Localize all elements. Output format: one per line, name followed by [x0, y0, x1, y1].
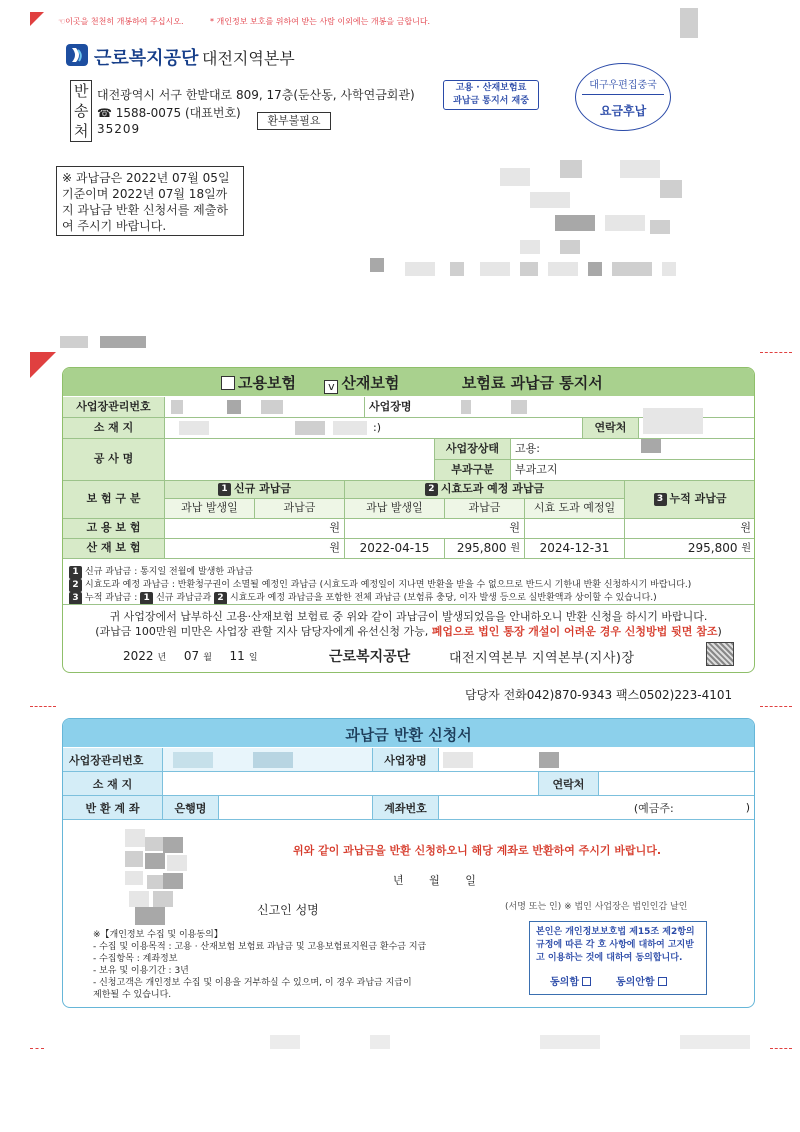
enclosed-notice-stamp: 고용 · 산재보험료 과납금 통지서 재중 — [443, 80, 539, 110]
tear-corner — [30, 352, 56, 378]
overpayment-notice-form — [62, 367, 755, 673]
issuer-org: 근로복지공단 — [329, 649, 411, 665]
refund-application-form — [62, 718, 755, 1008]
biz-name-field: 사업장명 — [365, 397, 755, 418]
privacy-heading: ※【개인정보 수집 및 이용동의】 — [93, 930, 223, 940]
fold-line — [770, 1048, 792, 1049]
footnote-cumulative: 3 누적 과납금 : 1 신규 과납금과 2 시효도과 예정 과납금을 포함한 전체 과납금 (보험류 충당, 이자 발생 등으로 실반환액과 상이할 수 있습니다.) — [69, 590, 657, 605]
table-cell: 원 — [625, 519, 755, 539]
agree-checkbox[interactable] — [582, 977, 591, 986]
refund-account-label: 반 환 계 좌 — [63, 796, 163, 820]
hand-pointer-icon: ☜ — [58, 17, 66, 26]
footnote-new: 1 신규 과납금 : 통지일 전월에 발생한 과납금 — [69, 564, 253, 579]
refund-request-message: 위와 같이 과납금을 반환 신청하오니 해당 계좌로 반환하여 주시기 바랍니다. — [293, 844, 662, 857]
agree-option[interactable]: 동의함 — [550, 977, 591, 988]
sender-branch-name: 대전지역본부 — [202, 49, 295, 68]
pending-date-value: 2022-04-15 — [345, 539, 445, 559]
refund-not-required-box: 환부불필요 — [257, 112, 331, 130]
application-date: 년 월 일 — [393, 874, 476, 887]
cumulative-overpayment-header: 3 누적 과납금 — [625, 481, 755, 519]
project-value — [165, 439, 435, 481]
fold-line — [760, 706, 792, 707]
industrial-checkbox[interactable]: v — [324, 380, 338, 394]
bank-field[interactable] — [219, 796, 373, 820]
notice-message: 귀 사업장에서 납부하신 고용·산재보험 보험료 중 위와 같이 과납금이 발생되었음을 안내하오니 반환 신청을 하시기 바랍니다. — [109, 610, 708, 623]
biz-no-field[interactable] — [163, 748, 373, 772]
notice-date: 2022 년 07 월 11 일 — [123, 649, 258, 663]
account-no-label: 계좌번호 — [373, 796, 439, 820]
disagree-option[interactable]: 동의안함 — [616, 977, 667, 988]
employment-checkbox[interactable] — [221, 376, 235, 390]
privacy-items: - 수집항목 : 계좌정보 — [93, 954, 178, 964]
levy-type-label: 부과구분 — [435, 460, 511, 481]
biz-name-field[interactable] — [439, 748, 755, 772]
contact-label: 연락처 — [583, 418, 639, 439]
fold-line — [760, 352, 792, 353]
faint-mark — [270, 1035, 300, 1049]
location-label: 소 재 지 — [63, 418, 165, 439]
biz-no-value — [165, 397, 365, 418]
biz-status-label: 사업장상태 — [435, 439, 511, 460]
privacy-open-note: * 개인정보 보호를 위하여 받는 사람 이외에는 개봉을 금합니다. — [210, 17, 431, 26]
official-seal — [706, 642, 734, 666]
biz-name-label: 사업장명 — [373, 748, 439, 772]
table-row-label: 산 재 보 험 — [63, 539, 165, 559]
fold-line — [30, 706, 56, 707]
table-row-label: 고 용 보 험 — [63, 519, 165, 539]
biz-status-value: 고용: — [511, 439, 755, 460]
faint-mark — [540, 1035, 600, 1049]
open-carefully-note: ☜이곳을 천천히 개봉하여 주십시오. — [58, 17, 184, 26]
contact-value — [639, 418, 755, 439]
sender-phone: ☎ 1588-0075 (대표번호) — [97, 106, 241, 120]
biz-no-label: 사업장관리번호 — [63, 748, 163, 772]
expiry-date-value: 2024-12-31 — [525, 539, 625, 559]
consent-box: 본인은 개인정보보호법 제15조 제2항의 규정에 따른 각 호 사항에 대하여 고지받고 이용하는 것에 대하여 동의합니다. 동의함 동의안함 — [529, 921, 707, 995]
fold-line — [30, 1048, 44, 1049]
form-title: 고용보험 v 산재보험 보험료 과납금 통지서 — [221, 372, 603, 394]
cumulative-value: 295,800 원 — [625, 539, 755, 559]
return-address-label: 반송처 — [70, 80, 92, 142]
privacy-refusal: - 신청고객은 개인정보 수집 및 이용을 거부하실 수 있으며, 이 경우 과납금 지급이 — [93, 978, 412, 988]
pending-date-header: 과납 발생일 — [345, 499, 445, 519]
insurance-type-label: 보 험 구 분 — [63, 481, 165, 519]
location-value: :) — [165, 418, 583, 439]
contact-line: 담당자 전화042)870-9343 팩스0502)223-4101 — [465, 688, 733, 702]
deadline-notice-box: ※ 과납금은 2022년 07월 05일 기준이며 2022년 07월 18일까지 과납금 반환 신청서를 제출하여 주시기 바랍니다. — [56, 166, 244, 236]
location-field[interactable] — [163, 772, 539, 796]
table-cell: 원 — [165, 539, 345, 559]
account-no-field[interactable]: (예금주: ) — [439, 796, 755, 820]
kcomwel-logo-icon — [64, 42, 90, 68]
expiry-date-header: 시효 도과 예정일 — [525, 499, 625, 519]
table-cell: 원 — [345, 519, 525, 539]
applicant-name-label: 신고인 성명 — [257, 903, 319, 917]
signature-hint: (서명 또는 인) ※ 법인 사업장은 법인인감 날인 — [505, 902, 688, 912]
pending-amount-header: 과납금 — [445, 499, 525, 519]
redacted-block — [60, 336, 88, 348]
table-cell: 원 — [165, 519, 345, 539]
new-overpayment-header: 1 신규 과납금 — [165, 481, 345, 499]
project-label: 공 사 명 — [63, 439, 165, 481]
privacy-refusal-cont: 제한될 수 있습니다. — [93, 990, 172, 1000]
faint-mark — [680, 1035, 750, 1049]
biz-no-label: 사업장관리번호 — [63, 397, 165, 418]
location-label: 소 재 지 — [63, 772, 163, 796]
redacted-block — [100, 336, 146, 348]
sender-address: 대전광역시 서구 한밭대로 809, 17층(둔산동, 사학연금회관) — [97, 88, 415, 102]
pending-overpayment-header: 2 시효도과 예정 과납금 — [345, 481, 625, 499]
footnote-pending: 2 시효도과 예정 과납금 : 반환청구권이 소멸될 예정인 과납금 (시효도과 예정일이 지나면 반환을 받을 수 없으므로 반드시 기한내 반환 신청하시기 바랍니다.) — [69, 577, 691, 592]
table-cell — [525, 519, 625, 539]
issuer-branch: 대전지역본부 지역본부(지사)장 — [449, 651, 635, 666]
disagree-checkbox[interactable] — [658, 977, 667, 986]
postage-paid-stamp: 대구우편집중국 요금후납 — [575, 63, 671, 131]
privacy-purpose: - 수집 및 이용목적 : 고용 · 산재보험 보험료 과납금 및 고용보험료지원금 환수금 지급 — [93, 942, 427, 952]
redacted-block — [680, 8, 698, 38]
privacy-retention: - 보유 및 이용기간 : 3년 — [93, 966, 189, 976]
form-title: 과납금 반환 신청서 — [345, 726, 472, 744]
faint-mark — [370, 1035, 390, 1049]
new-date-header: 과납 발생일 — [165, 499, 255, 519]
contact-label: 연락처 — [539, 772, 599, 796]
tear-corner — [30, 12, 44, 26]
levy-type-value: 부과고지 — [511, 460, 755, 481]
notice-submessage: (과납금 100만원 미만은 사업장 관할 지사 담당자에게 유선신청 가능, 폐업으로 법인 통장 개설이 어려운 경우 신청방법 뒷면 참조) — [95, 625, 722, 638]
pending-amount-value: 295,800 원 — [445, 539, 525, 559]
sender-postcode: 35209 — [97, 122, 141, 136]
bank-label: 은행명 — [163, 796, 219, 820]
sender-org-name: 근로복지공단 — [94, 48, 199, 69]
contact-field[interactable] — [599, 772, 755, 796]
new-amount-header: 과납금 — [255, 499, 345, 519]
